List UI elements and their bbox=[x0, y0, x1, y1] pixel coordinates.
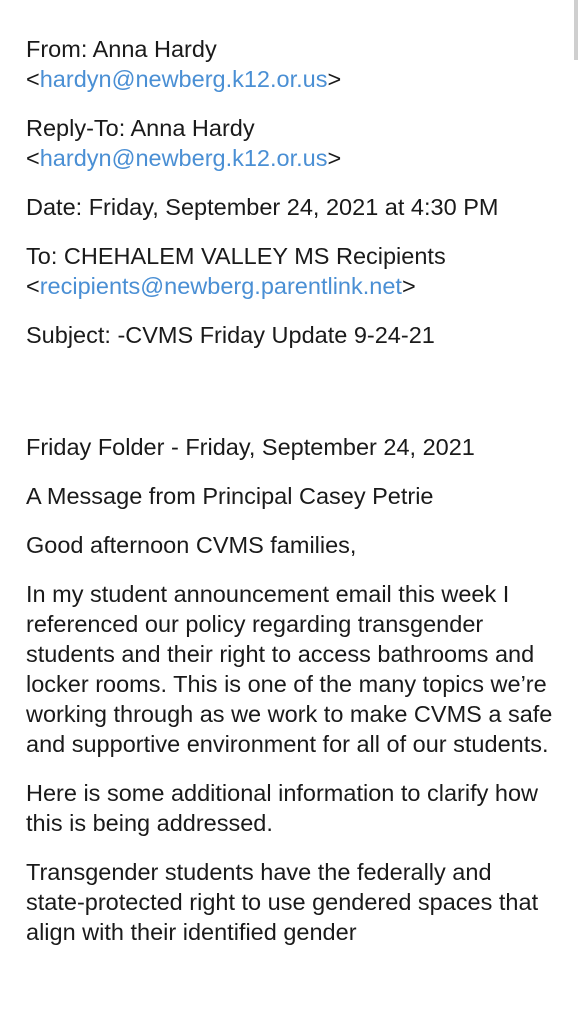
angle-close: > bbox=[327, 145, 342, 171]
body-paragraph: Transgender students have the federally and state-protected right to use gendered spaces that align with their identified gender bbox=[26, 859, 539, 945]
reply-to-email-link[interactable]: hardyn@newberg.k12.or.us bbox=[39, 145, 328, 171]
subject-line bbox=[26, 320, 556, 350]
scrollbar[interactable] bbox=[574, 0, 578, 60]
angle-open: < bbox=[26, 273, 40, 299]
date-line bbox=[26, 192, 556, 222]
from-label: From: bbox=[26, 36, 88, 62]
folder-title: Friday Folder - Friday, September 24, 2021 bbox=[26, 434, 475, 460]
angle-open: < bbox=[26, 66, 40, 92]
date-label: Date: bbox=[26, 194, 83, 220]
angle-open: < bbox=[26, 145, 40, 171]
from-line bbox=[26, 34, 556, 94]
date-value: Friday, September 24, 2021 at 4:30 PM bbox=[88, 194, 499, 220]
angle-close: > bbox=[327, 66, 342, 92]
to-name: CHEHALEM VALLEY MS Recipients bbox=[63, 243, 446, 269]
subject-label: Subject: bbox=[26, 322, 111, 348]
from-name: Anna Hardy bbox=[92, 36, 217, 62]
from-email-link[interactable]: hardyn@newberg.k12.or.us bbox=[39, 66, 328, 92]
reply-to-line bbox=[26, 113, 556, 173]
greeting: Good afternoon CVMS families, bbox=[26, 532, 357, 558]
body-paragraph: Here is some additional information to clarify how this is being addressed. bbox=[26, 780, 539, 836]
to-line bbox=[26, 241, 556, 301]
header-body-spacer bbox=[26, 369, 556, 432]
message-heading: A Message from Principal Casey Petrie bbox=[26, 483, 434, 509]
body-paragraph: In my student announcement email this week I referenced our policy regarding transgender students and their right to access bathrooms and locker rooms. This is one of the many topics we’re working through as we work to make CVMS a safe and supportive environment for all of our students. bbox=[26, 581, 553, 757]
email-view bbox=[26, 34, 556, 966]
subject-value: -CVMS Friday Update 9-24-21 bbox=[117, 322, 435, 348]
reply-to-label: Reply-To: bbox=[26, 115, 126, 141]
to-label: To: bbox=[26, 243, 58, 269]
reply-to-name: Anna Hardy bbox=[130, 115, 255, 141]
to-email-link[interactable]: recipients@newberg.parentlink.net bbox=[39, 273, 402, 299]
angle-close: > bbox=[401, 273, 416, 299]
